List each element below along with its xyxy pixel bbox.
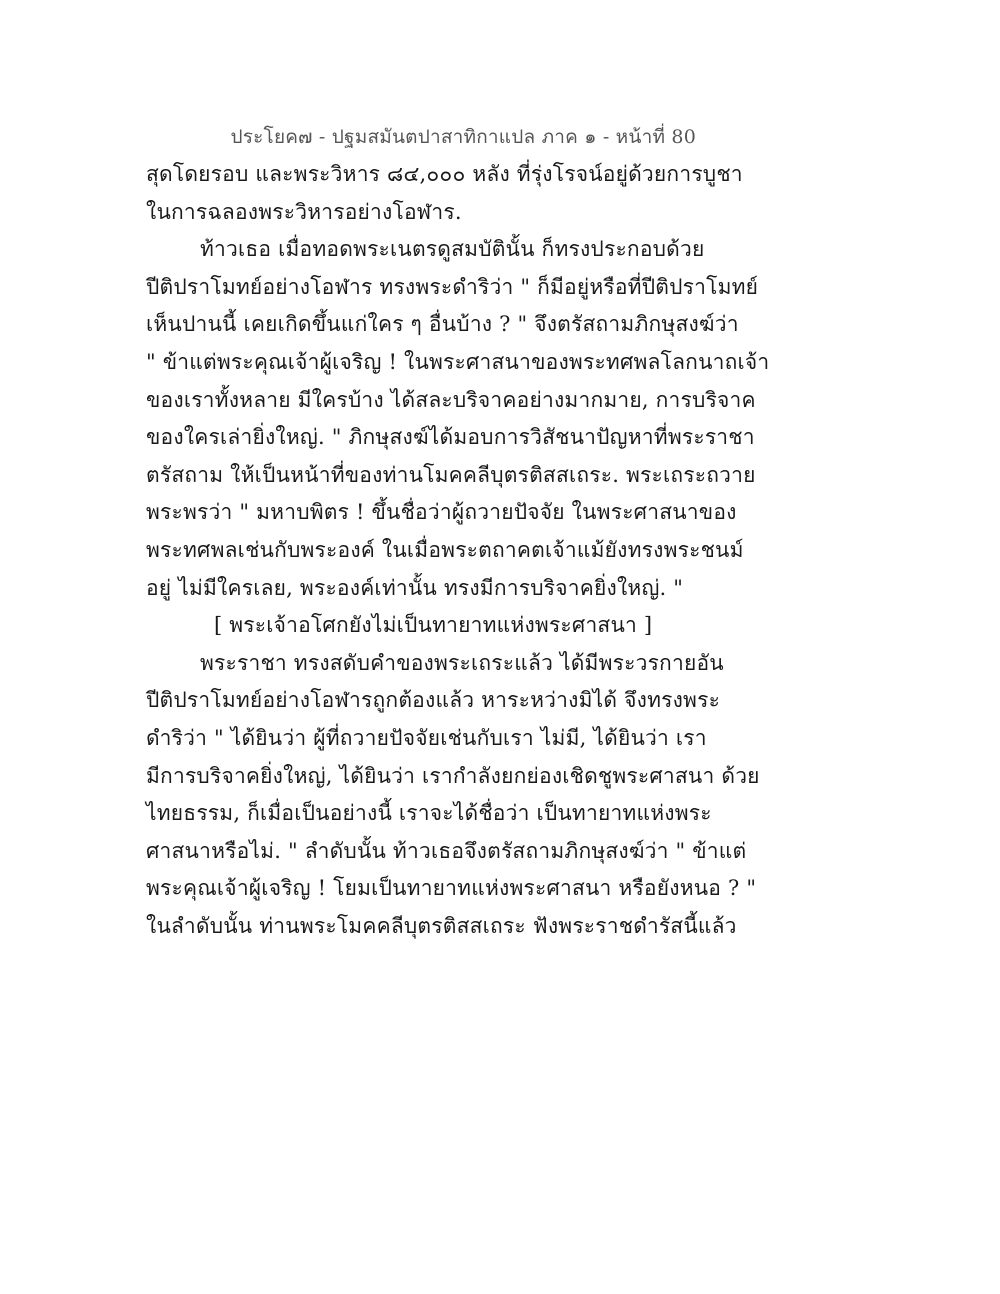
paragraph-start-line: ท้าวเธอ เมื่อทอดพระเนตรดูสมบัตินั้น ก็ทรงประกอบด้วย: [200, 237, 705, 262]
running-header: ประโยค๗ - ปฐมสมันตปาสาทิกาแปล ภาค ๑ - หน้าที่ 80: [230, 126, 696, 148]
text-line: ในการฉลองพระวิหารอย่างโอฬาร.: [146, 199, 462, 224]
paragraph-start-line: พระราชา ทรงสดับคำของพระเถระแล้ว ได้มีพระวรกายอัน: [200, 650, 724, 675]
body-text: [146, 156, 770, 945]
text-line: ดำริว่า " ได้ยินว่า ผู้ที่ถวายปัจจัยเช่นกับเรา ไม่มี, ได้ยินว่า เรา: [146, 725, 707, 750]
text-line: อยู่ ไม่มีใครเลย, พระองค์เท่านั้น ทรงมีการบริจาคยิ่งใหญ่. ": [146, 575, 684, 600]
text-line: พระพรว่า " มหาบพิตร ! ขึ้นชื่อว่าผู้ถวายปัจจัย ในพระศาสนาของ: [146, 500, 737, 525]
text-line: มีการบริจาคยิ่งใหญ่, ได้ยินว่า เรากำลังยกย่องเชิดชูพระศาสนา ด้วย: [146, 763, 760, 788]
text-line: ไทยธรรม, ก็เมื่อเป็นอย่างนี้ เราจะได้ชื่อว่า เป็นทายาทแห่งพระ: [146, 801, 712, 826]
text-line: ของเราทั้งหลาย มีใครบ้าง ได้สละบริจาคอย่างมากมาย, การบริจาค: [146, 387, 756, 412]
text-line: " ข้าแต่พระคุณเจ้าผู้เจริญ ! ในพระศาสนาของพระทศพลโลกนาถเจ้า: [146, 349, 770, 374]
text-line: ตรัสถาม ให้เป็นหน้าที่ของท่านโมคคลีบุตรติสสเถระ. พระเถระถวาย: [146, 462, 756, 487]
text-line: ปีติปราโมทย์อย่างโอฬาร ทรงพระดำริว่า " ก็มีอยู่หรือที่ปีติปราโมทย์: [146, 274, 759, 299]
text-line: พระทศพลเช่นกับพระองค์ ในเมื่อพระตถาคตเจ้าแม้ยังทรงพระชนม์: [146, 537, 744, 562]
text-line: พระคุณเจ้าผู้เจริญ ! โยมเป็นทายาทแห่งพระศาสนา หรือยังหนอ ? ": [146, 876, 757, 901]
text-line: สุดโดยรอบ และพระวิหาร ๘๔,๐๐๐ หลัง ที่รุ่งโรจน์อยู่ด้วยการบูชา: [146, 162, 743, 186]
text-line: ในลำดับนั้น ท่านพระโมคคลีบุตรติสสเถระ ฟังพระราชดำรัสนี้แล้ว: [146, 913, 737, 938]
text-line: ศาสนาหรือไม่. " ลำดับนั้น ท้าวเธอจึงตรัสถามภิกษุสงฆ์ว่า " ข้าแต่: [146, 838, 747, 863]
text-line: ของใครเล่ายิ่งใหญ่. " ภิกษุสงฆ์ได้มอบการวิสัชนาปัญหาที่พระราชา: [146, 425, 755, 450]
section-heading: [ พระเจ้าอโศกยังไม่เป็นทายาทแห่งพระศาสนา ]: [214, 613, 653, 638]
text-line: เห็นปานนี้ เคยเกิดขึ้นแก่ใคร ๆ อื่นบ้าง ? " จึงตรัสถามภิกษุสงฆ์ว่า: [146, 312, 739, 337]
text-line: ปีติปราโมทย์อย่างโอฬารถูกต้องแล้ว หาระหว่างมิได้ จึงทรงพระ: [146, 688, 721, 713]
